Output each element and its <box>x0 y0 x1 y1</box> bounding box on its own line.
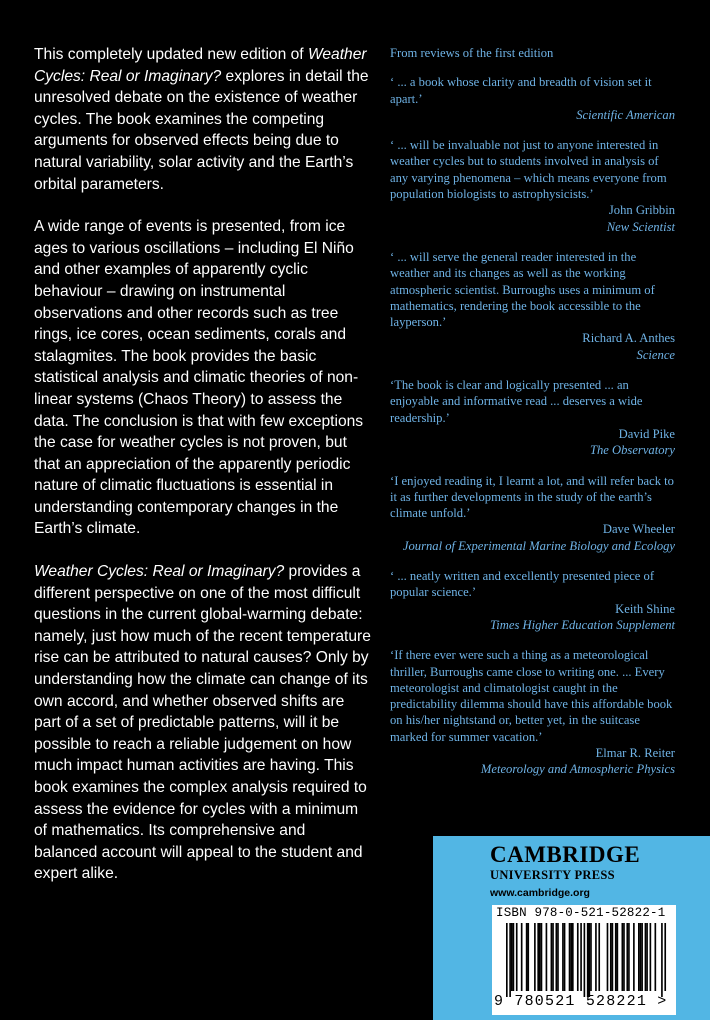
barcode-bar <box>580 923 582 991</box>
description-paragraph-1 <box>34 44 372 195</box>
barcode-bar <box>539 923 541 991</box>
review-publication: Journal of Experimental Marine Biology and Ecology <box>402 538 675 553</box>
review-quote: ‘ ... a book whose clarity and breadth of vision set it apart.’ <box>390 75 652 106</box>
review-quote: ‘ ... will serve the general reader interested in the weather and its changes as well as the working atmospheric scientist. Burroughs uses a minimum of mathematics, rendering the book accessible to the layperson.’ <box>390 249 655 330</box>
description-paragraph-2: A wide range of events is presented, from ice ages to various oscillations – including El Niño and other examples of apparently cyclic behaviour – drawing on instrumental observations and other records such as tree rings, ice cores, ocean sediments, corals and stalagmites. The book provides the basic statistical analysis and climatic theories of non-linear systems (Chaos Theory) to assess the data. The conclusion is that with few exceptions the case for weather cycles is not proven, but that an appreciation of the apparently periodic nature of climatic fluctuations is essential in understanding contemporary changes in the Earth’s climate. <box>34 218 364 538</box>
review-author: Keith Shine <box>615 601 675 616</box>
barcode-bar <box>584 923 586 997</box>
barcode-bar <box>534 923 536 991</box>
barcode-bar <box>526 923 528 991</box>
review-quote: ‘ ... neatly written and excellently presented piece of popular science.’ <box>390 569 655 600</box>
barcode-bar <box>626 923 628 991</box>
barcode-bar <box>650 923 652 991</box>
barcode-bar <box>537 923 539 991</box>
barcode-bar <box>610 923 612 991</box>
barcode-bar <box>541 923 543 991</box>
review-item <box>390 568 675 633</box>
review-publication: Science <box>636 347 675 362</box>
barcode-digits: 9 780521 528221 > <box>494 993 668 1010</box>
barcode-bar <box>552 923 554 991</box>
isbn-label: ISBN 978-0-521-52822-1 <box>496 906 666 920</box>
barcode-bar <box>615 923 617 991</box>
publisher-url: www.cambridge.org <box>490 887 590 899</box>
publisher-name: CAMBRIDGE <box>490 842 641 867</box>
book-title-italic: Weather Cycles: Real or Imaginary? <box>34 46 367 85</box>
barcode-bar <box>617 923 619 991</box>
review-author: Dave Wheeler <box>602 522 675 537</box>
review-item <box>390 473 675 554</box>
barcode-bar <box>638 923 640 991</box>
review-quote: ‘I enjoyed reading it, I learnt a lot, and will refer back to it as further developments in the study of the earth’s climate unfold.’ <box>390 473 674 521</box>
description-p3-text: provides a different perspective on one of the most difficult questions in the current global-warming debate: namely, just how much of the recent temperature rise can be attributed to natural causes? Only by understanding how the climate can change of its own accord, and whether observed shifts are part of a set of predictable patterns, will it be possible to reach a reliable judgement on how much impact human activities are having. This book examines the complex analysis required to assess the evidence for cycles with a minimum of mathematics. Its comprehensive and balanced account will appeal to the student and expert alike. <box>34 563 371 883</box>
review-list <box>390 74 675 777</box>
description-p1-text: explores in detail the unresolved debate on the existence of weather cycles. The book examines the competing arguments for observed effects being due to natural variability, solar activity and the Earth’s orbital parameters. <box>34 67 369 193</box>
barcode-bar <box>640 923 642 991</box>
barcode-bar <box>664 923 666 991</box>
barcode-bar <box>509 923 511 997</box>
barcode-bar <box>623 923 625 991</box>
barcode-bar <box>590 923 592 991</box>
review-publication: Meteorology and Atmospheric Physics <box>480 762 675 777</box>
review-item <box>390 137 675 235</box>
barcode-bar <box>633 923 635 991</box>
review-publication: Scientific American <box>576 107 675 122</box>
book-title-italic: Weather Cycles: Real or Imaginary? <box>34 563 285 581</box>
barcode-block <box>492 905 676 1015</box>
barcode-bar <box>655 923 657 991</box>
review-author: John Gribbin <box>608 203 675 218</box>
barcode-bar <box>556 923 558 991</box>
review-item <box>390 74 675 123</box>
review-author: Elmar R. Reiter <box>595 745 675 760</box>
barcode-bar <box>511 923 513 991</box>
barcode-bar <box>577 923 579 991</box>
barcode-bar <box>557 923 559 991</box>
barcode-bar <box>513 923 515 991</box>
review-item <box>390 647 675 777</box>
barcode-bar <box>546 923 548 991</box>
barcode-bar <box>622 923 624 991</box>
review-publication: New Scientist <box>606 219 675 234</box>
review-author: David Pike <box>618 426 675 441</box>
barcode-bar <box>516 923 518 991</box>
barcode-bar <box>527 923 529 991</box>
review-quote: ‘The book is clear and logically presented ... an enjoyable and informative read ... deserves a wide readership.’ <box>390 378 643 425</box>
description-p1-intro: This completely updated new edition of <box>34 46 304 63</box>
barcode-bar <box>595 923 597 991</box>
barcode-bar <box>661 923 663 997</box>
barcode-bar <box>641 923 643 991</box>
barcode-bar <box>521 923 523 991</box>
review-publication: The Observatory <box>590 443 675 458</box>
review-quote: ‘ ... will be invaluable not just to anyone interested in weather cycles but to students involved in analysis of any varying phenomena – which means everyone from population biologists to astrophysicists.’ <box>390 138 667 202</box>
barcode-bar <box>598 923 600 991</box>
barcode-bar <box>607 923 609 991</box>
barcode-bar <box>570 923 572 991</box>
barcode-bar <box>562 923 564 991</box>
reviews-column <box>390 45 675 792</box>
barcode-bar <box>564 923 566 991</box>
barcode-bar <box>551 923 553 991</box>
description-paragraph-3 <box>34 561 372 885</box>
review-item <box>390 249 675 363</box>
publisher-subtitle: UNIVERSITY PRESS <box>490 868 615 882</box>
book-description <box>34 44 372 906</box>
barcode-bar <box>589 923 591 997</box>
barcode-bar <box>645 923 647 991</box>
barcode-bar <box>646 923 648 991</box>
barcode-bar <box>572 923 574 991</box>
barcode-bar <box>506 923 508 997</box>
barcode-bar <box>612 923 614 991</box>
review-item <box>390 377 675 458</box>
publisher-panel <box>433 836 710 1020</box>
review-author: Richard A. Anthes <box>582 331 675 346</box>
barcode-bar <box>628 923 630 991</box>
barcode-bar <box>587 923 589 997</box>
review-quote: ‘If there ever were such a thing as a meteorological thriller, Burroughs came close to writing one. ... Every meteorologist and climatologist caught in the predictability dilemma should have this affordable book on his/her nightstand or, better yet, in the suitcase marked for summer vacation.’ <box>390 648 673 744</box>
review-publication: Times Higher Education Supplement <box>489 617 675 632</box>
reviews-heading: From reviews of the first edition <box>390 46 554 60</box>
barcode-bar <box>569 923 571 991</box>
